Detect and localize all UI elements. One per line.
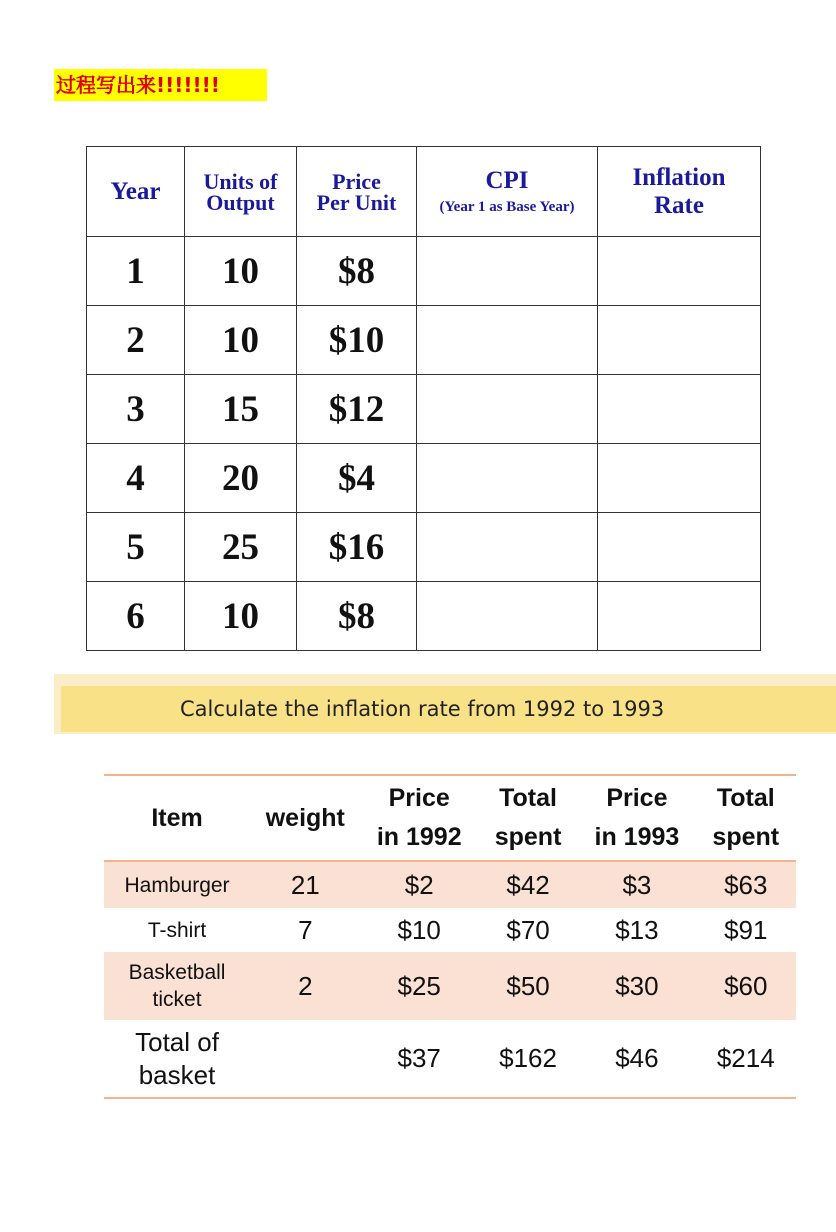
cpi-table — [86, 146, 761, 651]
cell-inflation — [598, 513, 761, 582]
header-weight: weight — [250, 775, 361, 861]
cell-inflation — [598, 582, 761, 651]
cell-inflation — [598, 375, 761, 444]
instruction-note: 过程写出来!!!!!!! — [54, 69, 267, 101]
cpi-row — [87, 444, 761, 513]
cell-item-line1: Basketball — [128, 961, 226, 984]
total-label-line1: Total of — [135, 1026, 219, 1057]
cell-inflation — [598, 444, 761, 513]
basket-table — [104, 774, 796, 1099]
cell-item: T-shirt — [147, 918, 207, 942]
header-cpi — [417, 147, 598, 237]
header-price-1992 — [361, 775, 478, 861]
cell-spent-1992: $70 — [506, 914, 550, 945]
cell-year: 4 — [87, 444, 185, 513]
basket-total-row — [104, 1020, 796, 1098]
basket-row — [104, 952, 796, 1020]
cell-spent-1993: $91 — [724, 914, 768, 945]
header-price-1993-line2: in 1993 — [594, 823, 680, 851]
cell-units: 15 — [185, 375, 297, 444]
cell-price: $4 — [297, 444, 417, 513]
cell-total-spent-1992: $162 — [499, 1043, 557, 1073]
cell-units: 20 — [185, 444, 297, 513]
cell-item-line2: ticket — [152, 988, 202, 1011]
cell-price-1993: $30 — [578, 952, 695, 1020]
header-price-1992-line2: in 1992 — [376, 823, 462, 851]
cell-year: 2 — [87, 306, 185, 375]
cell-weight: 7 — [298, 914, 313, 945]
header-spent-1993 — [696, 775, 796, 861]
cell-total-label — [104, 1020, 250, 1098]
cell-price-1992: $2 — [361, 861, 478, 908]
header-inflation-line2: Rate — [654, 191, 704, 219]
cell-cpi — [417, 375, 598, 444]
cell-weight: 2 — [250, 952, 361, 1020]
cpi-table-header-row — [87, 147, 761, 237]
cell-inflation — [598, 306, 761, 375]
header-units-line2: Output — [206, 189, 275, 215]
cell-units: 10 — [185, 237, 297, 306]
cell-year: 3 — [87, 375, 185, 444]
header-spent-1992 — [478, 775, 578, 861]
header-price-1993-line1: Price — [606, 784, 668, 812]
cpi-row — [87, 306, 761, 375]
cell-inflation — [598, 237, 761, 306]
header-units — [185, 147, 297, 237]
cell-spent-1992: $50 — [478, 952, 578, 1020]
header-price-1992-line1: Price — [388, 784, 450, 812]
cell-price: $12 — [297, 375, 417, 444]
cell-total-price-1993: $46 — [615, 1043, 659, 1073]
cell-price: $8 — [297, 237, 417, 306]
cell-price: $8 — [297, 582, 417, 651]
cell-cpi — [417, 513, 598, 582]
cpi-row — [87, 582, 761, 651]
cell-cpi — [417, 306, 598, 375]
cell-price: $10 — [297, 306, 417, 375]
header-spent-1993-line1: Total — [716, 784, 775, 812]
cell-cpi — [417, 582, 598, 651]
cell-spent-1992: $42 — [478, 861, 578, 908]
header-spent-1992-line1: Total — [499, 784, 557, 812]
total-label-line2: basket — [138, 1059, 216, 1090]
cell-total-spent-1993: $214 — [716, 1043, 775, 1073]
header-inflation — [598, 147, 761, 237]
basket-row — [104, 908, 796, 952]
header-inflation-line1: Inflation — [632, 163, 726, 191]
header-price-line1: Price — [332, 168, 381, 194]
header-year: Year — [87, 147, 185, 237]
header-cpi-subtitle: (Year 1 as Base Year) — [439, 198, 575, 215]
header-price — [297, 147, 417, 237]
header-price-1993 — [578, 775, 695, 861]
cell-units: 10 — [185, 582, 297, 651]
cpi-row — [87, 513, 761, 582]
cell-price-1992: $25 — [361, 952, 478, 1020]
cell-item: Hamburger — [104, 861, 250, 908]
cell-spent-1993: $63 — [696, 861, 796, 908]
basket-row — [104, 861, 796, 908]
cell-units: 25 — [185, 513, 297, 582]
header-spent-1993-line2: spent — [712, 823, 780, 851]
cell-price: $16 — [297, 513, 417, 582]
cell-year: 5 — [87, 513, 185, 582]
cell-price-1993: $3 — [578, 861, 695, 908]
header-cpi-title: CPI — [485, 166, 529, 194]
cell-year: 1 — [87, 237, 185, 306]
cell-total-price-1992: $37 — [397, 1043, 441, 1073]
cpi-row — [87, 237, 761, 306]
cell-year: 6 — [87, 582, 185, 651]
cell-total-weight — [250, 1020, 361, 1098]
header-units-line1: Units of — [203, 168, 278, 194]
cpi-row — [87, 375, 761, 444]
header-spent-1992-line2: spent — [494, 823, 562, 851]
cell-weight: 21 — [250, 861, 361, 908]
cell-price-1993: $13 — [615, 914, 659, 945]
cell-cpi — [417, 444, 598, 513]
cell-units: 10 — [185, 306, 297, 375]
cell-spent-1993: $60 — [696, 952, 796, 1020]
basket-header-row — [104, 775, 796, 861]
cell-cpi — [417, 237, 598, 306]
question-banner: Calculate the inflation rate from 1992 to 1993 — [61, 686, 836, 732]
header-item: Item — [104, 775, 250, 861]
header-price-line2: Per Unit — [316, 189, 397, 215]
cell-item — [104, 952, 250, 1020]
cell-price-1992: $10 — [397, 914, 441, 945]
